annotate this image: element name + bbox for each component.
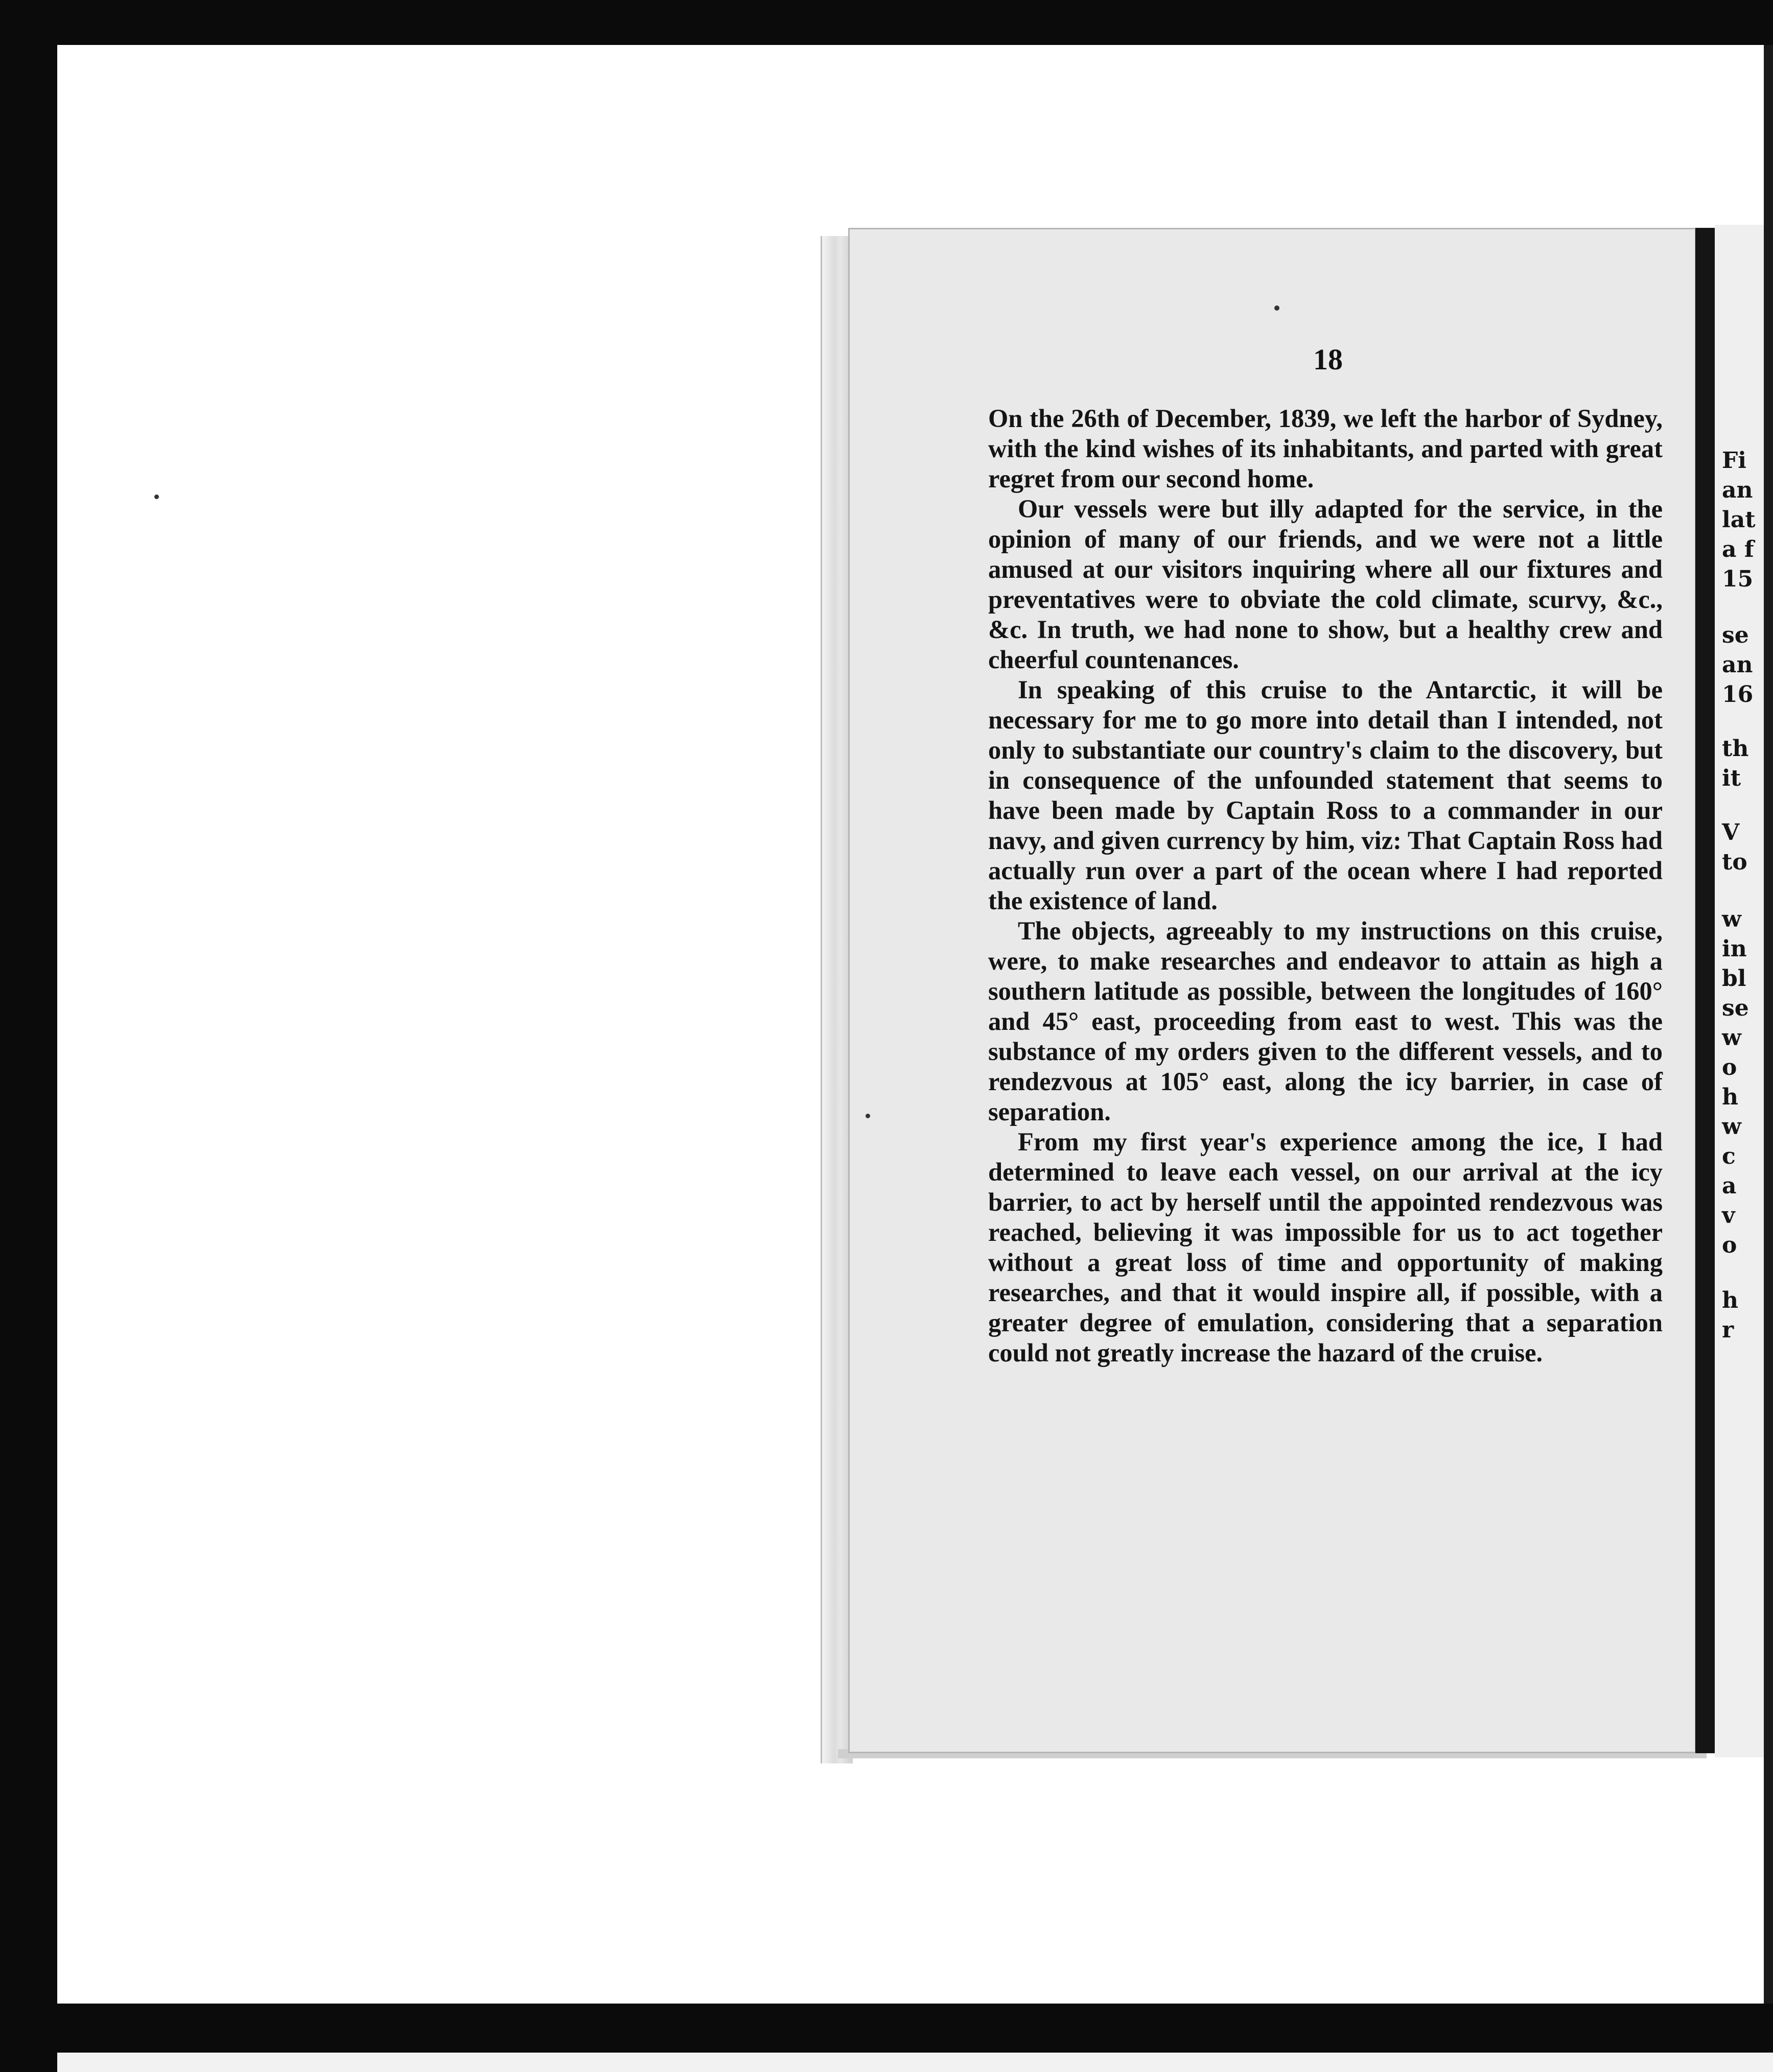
facing-page-fragment: w — [1722, 1114, 1741, 1140]
film-border-top — [0, 0, 1773, 45]
facing-page-fragment: c — [1722, 1143, 1736, 1169]
paragraph: On the 26th of December, 1839, we left the harbor of Sydney, with the kind wishes of its inhabitants, and parted with great regret from our second home. — [988, 404, 1663, 493]
paragraph: From my first year's experience among the ice, I had determined to leave each vessel, on our arrival at the icy barrier, to act by herself until the appointed rendezvous was reached, believing it was impossible for us to act together without a great loss of time and opportunity of making researches, and that it would inspire all, if possible, with a greater degree of emulation, considering that a separation could not greatly increase the hazard of the cruise. — [988, 1127, 1663, 1367]
facing-page-fragment: 15 — [1722, 566, 1754, 592]
film-border-bottom-strip — [57, 2053, 1773, 2072]
facing-page-fragment: se — [1722, 622, 1749, 648]
film-border-right — [1764, 45, 1773, 2004]
facing-page-fragment: r — [1722, 1317, 1734, 1343]
facing-page-fragment: h — [1722, 1084, 1738, 1110]
facing-page-fragment: se — [1722, 995, 1749, 1021]
facing-page-fragment: an — [1722, 477, 1753, 503]
facing-page-fragment: lat — [1722, 507, 1756, 533]
facing-page-fragment: h — [1722, 1287, 1738, 1313]
facing-page-fragment: V — [1722, 819, 1740, 845]
facing-page-fragment: v — [1722, 1203, 1735, 1229]
facing-page-fragment: in — [1722, 936, 1747, 962]
paragraph: Our vessels were but illy adapted for the service, in the opinion of many of our friends, and we were not a little amused at our visitors inquiring where all our fixtures and preventatives were to obviate the cold climate, scurvy, &c., &c. In truth, we had none to show, but a healthy crew and cheerful countenances. — [988, 495, 1663, 674]
facing-page-fragment: w — [1722, 906, 1741, 932]
facing-page-fragment: Fi — [1722, 448, 1746, 474]
film-border-left — [0, 0, 57, 2072]
page-body-text — [988, 404, 1663, 1368]
facing-page-fragment: o — [1722, 1054, 1737, 1080]
paragraph: The objects, agreeably to my instructions on this cruise, were, to make researches and endeavor to attain as high a southern latitude as possible, between the longitudes of 160° and 45° east, proceeding from east to west. This was the substance of my orders given to the different vessels, and to rendezvous at 105° east, along the icy barrier, in case of separation. — [988, 916, 1663, 1126]
facing-page-fragment: th — [1722, 736, 1749, 762]
page-number: 18 — [1313, 343, 1343, 376]
facing-page-fragment: a — [1722, 1173, 1737, 1199]
facing-page-fragment: an — [1722, 652, 1753, 678]
facing-page-fragment: to — [1722, 849, 1747, 875]
facing-page-fragment: a f — [1722, 536, 1754, 562]
dust-speck — [866, 1114, 870, 1118]
paragraph: In speaking of this cruise to the Antarctic, it will be necessary for me to go more into detail than I intended, not only to substantiate our country's claim to the discovery, but in consequence of the unfounded statement that seems to have been made by Captain Ross to a commander in our navy, and given currency by him, viz: That Captain Ross had actually run over a part of the ocean where I had reported the existence of land. — [988, 675, 1663, 915]
book-gutter — [1695, 228, 1715, 1753]
facing-page-fragment: 16 — [1722, 681, 1754, 708]
facing-page-fragment: bl — [1722, 966, 1746, 992]
facing-page-fragment: it — [1722, 765, 1741, 791]
facing-page-fragment: w — [1722, 1025, 1741, 1051]
dust-speck — [154, 495, 159, 499]
facing-page — [1715, 225, 1764, 1757]
dust-speck — [1274, 305, 1279, 311]
facing-page-fragment: o — [1722, 1232, 1737, 1258]
